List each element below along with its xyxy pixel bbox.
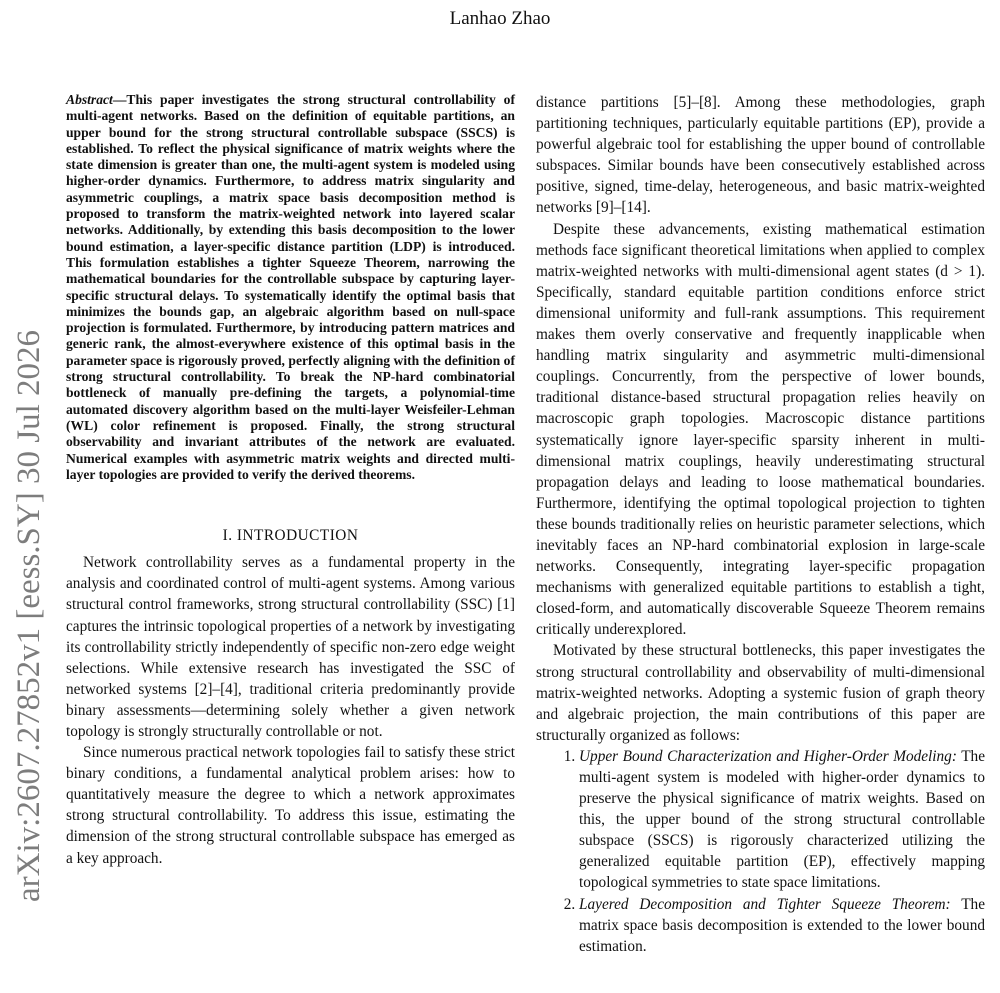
contribution-text: The matrix space basis decomposition is extended to the lower bound estimation.: [579, 895, 985, 955]
right-paragraph-0: distance partitions [5]–[8]. Among these methodologies, graph partitioning techniques, particularly equitable partitions (EP), provide a powerful algebraic tool for establishing the upper bound of controllable subspaces. Similar bounds have been consecutively established across positive, signed, time-delay, heterogeneous, and basic matrix-weighted networks [9]–[14].: [536, 94, 985, 217]
arxiv-sidebar: [6, 330, 52, 975]
arxiv-identifier: arXiv:2607.27852v1 [eess.SY] 30 Jul 2026: [11, 330, 47, 902]
contribution-item: [579, 746, 985, 894]
author-name: Lanhao Zhao: [449, 8, 551, 29]
right-paragraph-2: Motivated by these structural bottlenecks, this paper investigates the strong structural controllability and observability of multi-dimensional matrix-weighted networks. Adopting a systemic fusion of graph theory and algebraic projection, the main contributions of this paper are structurally organized as follows:: [536, 642, 985, 744]
contribution-title: Upper Bound Characterization and Higher-Order Modeling:: [579, 747, 957, 765]
contribution-text: The multi-agent system is modeled with higher-order dynamics to preserve the physical significance of matrix weights. Based on this, the upper bound of the strong structural controllable subspace (SSCS) is rigorously characterized utilizing the generalized equitable partition (EP), effectively mapping topological symmetries to state space limitations.: [579, 747, 985, 892]
contribution-title: Layered Decomposition and Tighter Squeeze Theorem:: [579, 895, 951, 913]
right-paragraph-1: Despite these advancements, existing mathematical estimation methods face significant theoretical limitations when applied to complex matrix-weighted networks with multi-dimensional agent states (d > 1). Specifically, standard equitable partition conditions enforce strict dimensional uniformity and full-rank assumptions. This requirement makes them overly conservative and frequently inapplicable when handling matrix singularity and asymmetric multi-dimensional couplings. Concurrently, from the perspective of lower bounds, traditional distance-based structural propagation relies heavily on macroscopic graph topologies. Macroscopic distance partitions systematically ignore layer-specific sparsity inherent in multi-dimensional matrix couplings, heavily underestimating structural propagation delays and leading to loose mathematical boundaries. Furthermore, identifying the optimal topological projection to tighten these bounds traditionally relies on heuristic parameter selections, which inevitably faces an NP-hard combinatorial explosion in large-scale networks. Consequently, integrating layer-specific propagation mechanisms with generalized equitable partitions to establish a tight, closed-form, and automatically discoverable Squeeze Theorem remains critically underexplored.: [536, 220, 985, 639]
right-column: [536, 92, 985, 957]
abstract-text: —This paper investigates the strong structural controllability of multi-agent networks. Based on the definition of equitable partitions, an upper bound for the strong structural controllable subspace (SSCS) is established. To reflect the physical significance of matrix weights where the state dimension is greater than one, the multi-agent system is modeled using higher-order dynamics. Furthermore, to address matrix singularity and asymmetric couplings, a matrix space basis decomposition method is proposed to transform the matrix-weighted network into layered scalar networks. Additionally, by extending this basis decomposition to the lower bound estimation, a layer-specific distance partition (LDP) is introduced. This formulation establishes a tighter Squeeze Theorem, narrowing the mathematical boundaries for the controllable subspace by capturing layer-specific structural delays. To systematically identify the optimal basis that minimizes the bounds gap, an algebraic algorithm based on null-space projection is formulated. Furthermore, by introducing pattern matrices and generic rank, the almost-everywhere existence of this optimal basis in the parameter space is rigorously proved, perfectly aligning with the definition of strong structural controllability. To break the NP-hard combinatorial bottleneck of manually pre-defining the targets, a polynomial-time automated discovery algorithm based on the multi-layer Weisfeiler-Lehman (WL) color refinement is proposed. Finally, the strong structural observability and invariant attributes of the network are evaluated. Numerical examples with asymmetric matrix weights and directed multi-layer topologies are provided to verify the derived theorems.: [66, 92, 515, 482]
section-heading-introduction: I. INTRODUCTION: [222, 527, 359, 545]
abstract: [66, 92, 515, 483]
abstract-lead: Abstract: [66, 92, 113, 107]
contribution-item: [579, 894, 985, 957]
contributions-list: [536, 746, 985, 957]
intro-paragraph-1: Network controllability serves as a fundamental property in the analysis and coordinated control of multi-agent systems. Among various structural control frameworks, strong structural controllability (SSC) [1] captures the intrinsic topological properties of a network by investigating its controllability strictly independently of specific non-zero edge weight selections. While extensive research has investigated the SSC of networked systems [2]–[4], traditional criteria predominantly provide binary assessments—determining solely whether a given network topology is strongly structurally controllable or not.: [66, 554, 515, 740]
left-column: [66, 92, 515, 869]
intro-paragraph-2: Since numerous practical network topologies fail to satisfy these strict binary conditions, a fundamental analytical problem arises: how to quantitatively measure the degree to which a network approximates strong structural controllability. To address this issue, estimating the dimension of the strong structural controllable subspace has emerged as a key approach.: [66, 744, 515, 867]
